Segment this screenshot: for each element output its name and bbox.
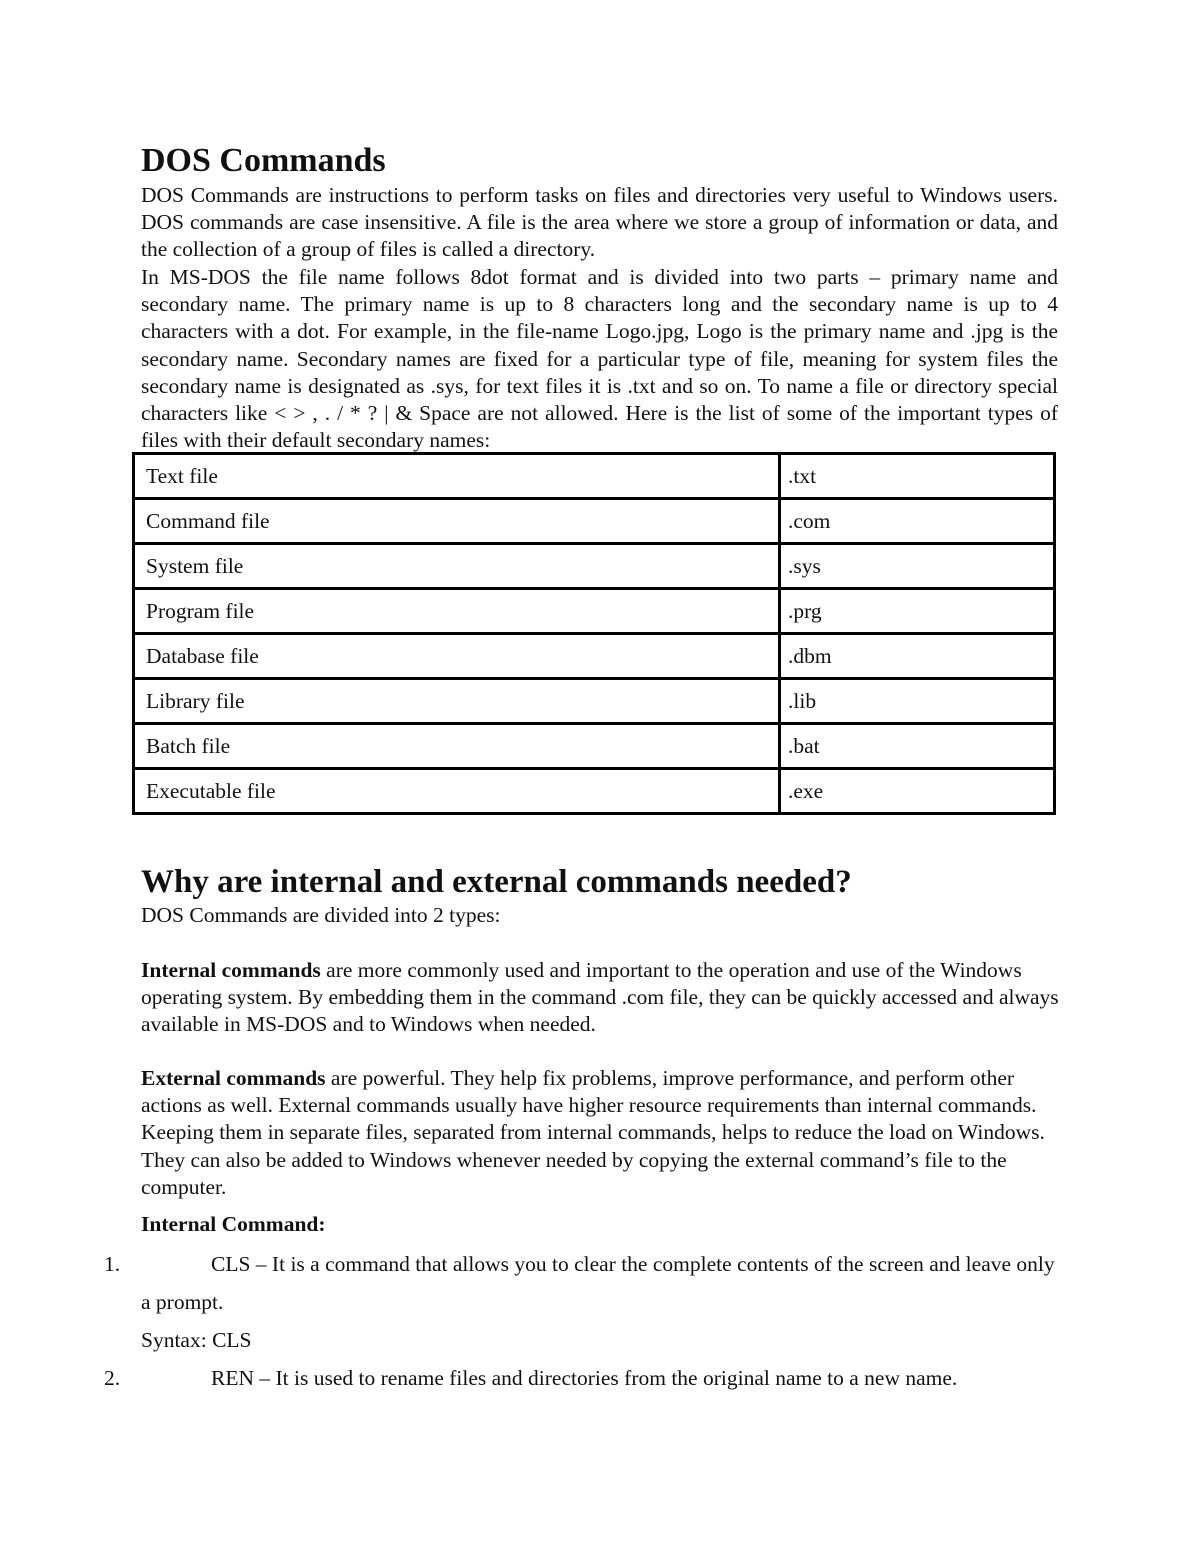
file-type-name: Text file (134, 454, 780, 499)
intro-paragraph-2: In MS-DOS the file name follows 8dot format and is divided into two parts – primary name and secondary name. The primary name is up to 8 characters long and the secondary name is up to 4 characters with a dot. For example, in the file-name Logo.jpg, Logo is the primary name and .jpg is the secondary name. Secondary names are fixed for a particular type of file, meaning for system files the secondary name is designated as .sys, for text files it is .txt and so on. To name a file or directory special characters like < > , . / * ? | & Space are not allowed. Here is the list of some of the important types of files with their default secondary names: (141, 265, 1058, 453)
table-row (134, 679, 1055, 724)
list-item-ren: REN – It is used to rename files and directories from the original name to a new name. (211, 1366, 958, 1390)
cls-syntax: Syntax: CLS (141, 1328, 252, 1352)
file-type-name: Library file (134, 679, 780, 724)
external-commands-paragraph (141, 1065, 1061, 1201)
table-row (134, 634, 1055, 679)
types-intro-line: DOS Commands are divided into 2 types: (141, 903, 501, 927)
section-heading: Why are internal and external commands needed? (141, 864, 852, 900)
file-types-table (132, 452, 1056, 815)
internal-commands-term: Internal commands (141, 958, 321, 982)
file-type-name: Batch file (134, 724, 780, 769)
table-row (134, 544, 1055, 589)
list-item-cls: CLS – It is a command that allows you to clear the complete contents of the screen and leave only a prompt. (141, 1252, 1055, 1314)
file-type-extension: .exe (780, 769, 1055, 814)
file-type-extension: .lib (780, 679, 1055, 724)
table-row (134, 769, 1055, 814)
file-type-name: Database file (134, 634, 780, 679)
file-type-extension: .com (780, 499, 1055, 544)
internal-command-heading: Internal Command: (141, 1212, 326, 1236)
list-item-number: 2. (104, 1366, 121, 1390)
file-type-extension: .txt (780, 454, 1055, 499)
file-type-name: Command file (134, 499, 780, 544)
file-type-name: System file (134, 544, 780, 589)
file-type-extension: .sys (780, 544, 1055, 589)
external-commands-term: External commands (141, 1066, 326, 1090)
file-type-extension: .prg (780, 589, 1055, 634)
internal-commands-description: are more commonly used and important to the operation and use of the Windows operating system. By embedding them in the command .com file, they can be quickly accessed and always available in MS-DOS and to Windows when needed. (141, 958, 1059, 1037)
table-row (134, 499, 1055, 544)
list-item-number: 1. (104, 1252, 121, 1276)
intro-paragraph-1: DOS Commands are instructions to perform tasks on files and directories very useful to Windows users. DOS commands are case insensitive. A file is the area where we store a group of information or data, and the collection of a group of files is called a directory. (141, 183, 1058, 262)
external-commands-description: are powerful. They help fix problems, improve performance, and perform other actions as well. External commands usually have higher resource requirements than internal commands. Keeping them in separate files, separated from internal commands, helps to reduce the load on Windows. They can also be added to Windows whenever needed by copying the external command’s file to the computer. (141, 1066, 1045, 1199)
table-row (134, 454, 1055, 499)
file-type-name: Executable file (134, 769, 780, 814)
file-type-extension: .bat (780, 724, 1055, 769)
internal-commands-paragraph (141, 957, 1061, 1039)
page-title: DOS Commands (141, 142, 386, 179)
table-row (134, 724, 1055, 769)
file-type-name: Program file (134, 589, 780, 634)
table-row (134, 589, 1055, 634)
file-type-extension: .dbm (780, 634, 1055, 679)
